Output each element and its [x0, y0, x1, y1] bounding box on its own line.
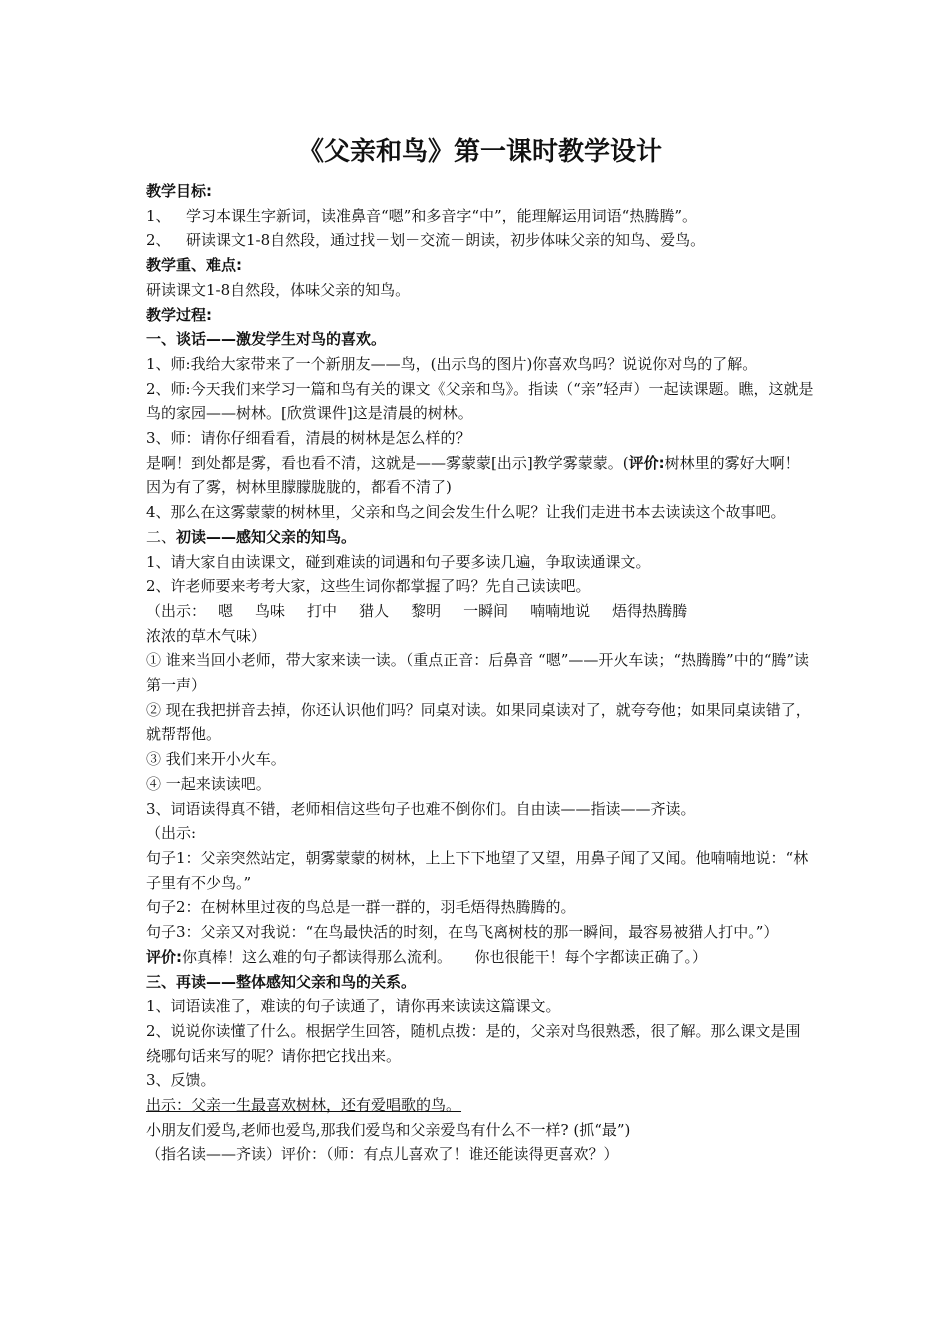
evaluation-2-label: 评价: — [146, 947, 182, 966]
sentence-2: 句子2：在树林里过夜的鸟总是一群一群的，羽毛焐得热腾腾的。 — [146, 898, 576, 917]
vocab-word: 打中 — [307, 601, 338, 620]
vocab-word: 猎人 — [359, 601, 390, 620]
process-heading: 教学过程: — [146, 305, 212, 324]
section-2-paragraph-2: 2、许老师要来考考大家，这些生词你都掌握了吗？先自己读读吧。 — [146, 577, 591, 596]
vocabulary-close: ） — [251, 626, 267, 645]
vocab-word: 一瞬间 — [463, 601, 509, 620]
section-1-paragraph-4-text: 是啊！到处都是雾，看也看不清，这就是——雾蒙蒙[出示]教学雾蒙蒙。( — [146, 453, 629, 472]
section-3-paragraph-1: 1、词语读准了，难读的句子读通了，请你再来读读这篇课文。 — [146, 997, 561, 1016]
section-2-step-2: ② 现在我把拼音去掉，你还认识他们吗？同桌对读。如果同桌读对了，就夸夸他；如果同桌读错了，就帮帮他。 — [146, 700, 811, 744]
section-2-paragraph-1: 1、请大家自由读课文，碰到难读的词遇和句子要多读几遍，争取读通课文。 — [146, 552, 651, 571]
vocab-word: 浓浓的草木气味 — [146, 626, 252, 645]
section-2-title: 初读——感知父亲的知鸟。 — [176, 527, 357, 546]
section-1-paragraph-5: 4、那么在这雾蒙蒙的树林里，父亲和鸟之间会发生什么呢？让我们走进书本去读读这个故事吧。 — [146, 503, 786, 522]
section-2-number: 二、 — [146, 527, 177, 546]
section-1-paragraph-1: 1、师:我给大家带来了一个新朋友——鸟，(出示鸟的图片)你喜欢鸟吗？说说你对鸟的了解。 — [146, 354, 758, 373]
section-1-heading: 一、谈话——激发学生对鸟的喜欢。 — [146, 330, 387, 349]
vocab-word: 鸟味 — [255, 601, 286, 620]
goal-1-number: 1、 — [146, 206, 171, 225]
document-title: 《父亲和鸟》第一课时教学设计 — [297, 137, 662, 167]
section-2-heading — [146, 525, 814, 550]
key-points-text: 研读课文1-8自然段，体味父亲的知鸟。 — [146, 280, 411, 299]
section-2-step-1: ① 谁来当回小老师，带大家来读一读。（重点正音：后鼻音 “嗯”——开火车读；“热腾腾”中的“腾”读第一声） — [146, 651, 810, 695]
vocab-word: 嗯 — [218, 601, 234, 620]
evaluation-2 — [146, 945, 814, 970]
vocab-word: 喃喃地说 — [530, 601, 591, 620]
section-3-paragraph-3: 3、反馈。 — [146, 1071, 216, 1090]
vocabulary-open: （出示： — [146, 601, 207, 620]
goal-2-number: 2、 — [146, 231, 171, 250]
section-3-paragraph-4: 小朋友们爱鸟,老师也爱鸟,那我们爱鸟和父亲爱鸟有什么不一样? (抓“最”) — [146, 1120, 631, 1139]
section-2-step-3: ③ 我们来开小火车。 — [146, 750, 286, 769]
goal-1 — [146, 204, 814, 229]
sentence-3: 句子3：父亲又对我说：“在鸟最快活的时刻，在鸟飞离树枝的那一瞬间，最容易被猎人打中。”） — [146, 923, 779, 942]
goal-1-text: 学习本课生字新词，读准鼻音“嗯”和多音字“中”，能理解运用词语“热腾腾”。 — [186, 206, 698, 225]
section-2-step-4: ④ 一起来读读吧。 — [146, 774, 271, 793]
section-2-paragraph-3: 3、词语读得真不错，老师相信这些句子也难不倒你们。自由读——指读——齐读。 — [146, 799, 696, 818]
section-1-paragraph-2: 2、师:今天我们来学习一篇和鸟有关的课文《父亲和鸟》。指读（“亲”轻声）一起读课题。瞧，这就是鸟的家园——树林。[欣赏课件]这是清晨的树林。 — [146, 379, 814, 423]
goal-2 — [146, 228, 814, 253]
key-points-heading: 教学重、难点: — [146, 256, 242, 275]
sentence-1: 句子1：父亲突然站定，朝雾蒙蒙的树林，上上下下地望了又望，用鼻子闻了又闻。他喃喃地说：“林子里有不少鸟。” — [146, 848, 809, 892]
vocabulary-list — [146, 599, 814, 648]
vocab-word: 焐得热腾腾 — [612, 601, 688, 620]
section-1-paragraph-4-eval-text: 树林里的雾好大啊！ 因为有了雾，树林里朦朦胧胧的，都看不清了) — [146, 453, 815, 497]
goal-2-text: 研读课文1-8自然段，通过找－划－交流－朗读，初步体味父亲的知鸟、爱鸟。 — [186, 231, 706, 250]
section-1-paragraph-3: 3、师：请你仔细看看，清晨的树林是怎么样的？ — [146, 429, 471, 448]
section-3-paragraph-5: （指名读——齐读）评价：（师：有点儿喜欢了！谁还能读得更喜欢？） — [146, 1145, 619, 1164]
section-3-paragraph-2: 2、说说你读懂了什么。根据学生回答，随机点拨：是的，父亲对鸟很熟悉，很了解。那么课文是围绕哪句话来写的呢？请你把它找出来。 — [146, 1021, 801, 1065]
section-2-show: （出示: — [146, 824, 197, 843]
evaluation-label: 评价: — [628, 453, 665, 472]
goals-heading: 教学目标: — [146, 182, 212, 200]
document-page — [146, 128, 814, 1167]
section-1-paragraph-4 — [146, 451, 814, 500]
section-3-show: 出示：父亲一生最喜欢树林，还有爱唱歌的鸟。 — [146, 1096, 462, 1115]
section-3-heading: 三、再读——整体感知父亲和鸟的关系。 — [146, 972, 417, 991]
vocab-word: 黎明 — [411, 601, 442, 620]
evaluation-2-text: 你真棒！这么难的句子都读得那么流利。 你也很能干！每个字都读正确了。） — [182, 947, 708, 966]
